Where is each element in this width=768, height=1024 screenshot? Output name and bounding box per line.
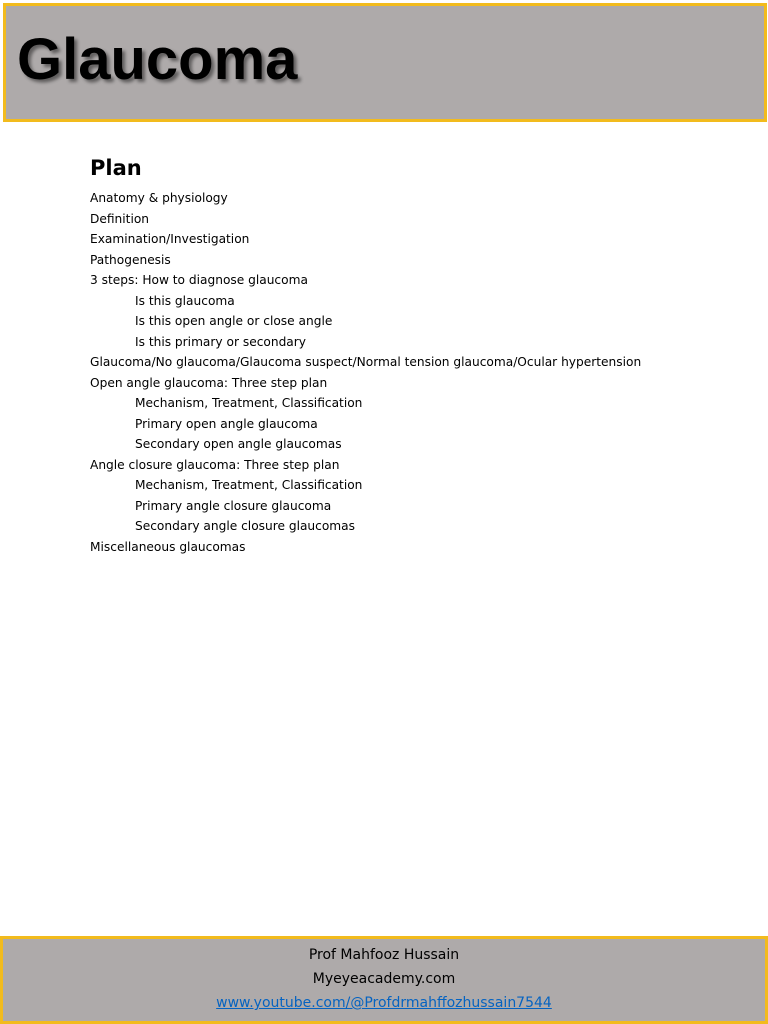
plan-subitem: Is this primary or secondary: [135, 334, 306, 349]
plan-item: Pathogenesis: [90, 252, 171, 267]
page-title: Glaucoma: [17, 27, 298, 92]
plan-subitem: Secondary open angle glaucomas: [135, 437, 342, 451]
plan-item: Open angle glaucoma: Three step plan: [90, 375, 328, 390]
plan-heading: Plan: [90, 156, 142, 180]
plan-item: Examination/Investigation: [90, 232, 250, 246]
plan-item: Definition: [90, 211, 150, 226]
plan-item: Angle closure glaucoma: Three step plan: [90, 457, 340, 472]
plan-subitem: Primary open angle glaucoma: [135, 416, 318, 431]
youtube-link[interactable]: www.youtube.com/@Profdrmahffozhussain7544: [216, 995, 552, 1011]
plan-subitem: Primary angle closure glaucoma: [135, 498, 332, 513]
plan-section: [90, 152, 750, 557]
plan-subitem: Is this open angle or close angle: [135, 314, 333, 328]
header-banner: [3, 3, 767, 122]
plan-item: Miscellaneous glaucomas: [90, 539, 246, 554]
plan-list: [90, 188, 750, 557]
plan-subitem: Mechanism, Treatment, Classification: [135, 396, 363, 410]
footer-website: Myeyeacademy.com: [312, 971, 456, 987]
plan-subitem: Secondary angle closure glaucomas: [135, 519, 355, 533]
footer-author: Prof Mahfooz Hussain: [308, 947, 460, 963]
plan-item: 3 steps: How to diagnose glaucoma: [90, 273, 308, 287]
plan-subitem: Mechanism, Treatment, Classification: [135, 478, 363, 492]
plan-item: Glaucoma/No glaucoma/Glaucoma suspect/Normal tension glaucoma/Ocular hypertension: [90, 355, 642, 369]
plan-subitem: Is this glaucoma: [135, 293, 235, 308]
footer-banner: [0, 936, 768, 1024]
plan-item: Anatomy & physiology: [90, 191, 228, 205]
